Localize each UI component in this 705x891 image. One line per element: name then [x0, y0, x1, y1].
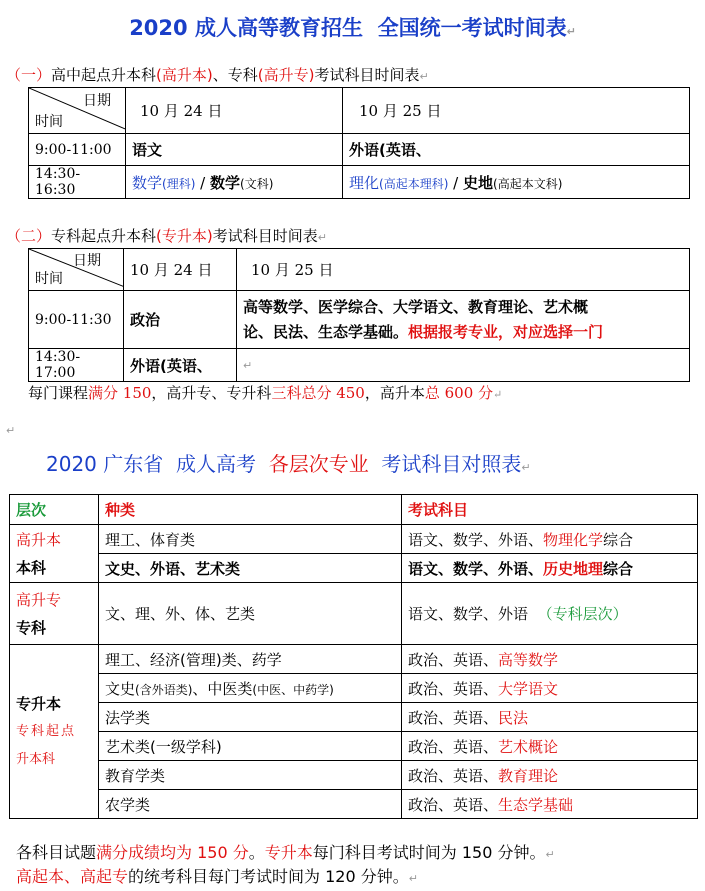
header-date: 日期 — [83, 93, 111, 109]
day2-header: 10 月 25 日 — [237, 249, 690, 291]
subjects-cell: 政治、英语、艺术概论 — [402, 732, 698, 761]
header-time: 时间 — [35, 114, 63, 130]
footer-line-2: 高起本、高起专的统考科目每门考试时间为 120 分钟。↵ — [16, 867, 418, 886]
day1-header: 10 月 24 日 — [124, 249, 237, 291]
header-time: 时间 — [35, 271, 63, 287]
subjects-cell: 语文、数学、外语、历史地理综合 — [402, 554, 698, 583]
subjects-cell: 政治、英语、民法 — [402, 703, 698, 732]
paragraph-mark: ↵ — [6, 424, 16, 437]
footer-line-1: 各科目试题满分成绩均为 150 分。专升本每门科目考试时间为 150 分钟。↵ — [16, 843, 555, 862]
day1-header: 10 月 24 日 — [126, 88, 343, 134]
comparison-title: 2020 广东省 成人高考 各层次专业 考试科目对照表↵ — [46, 452, 531, 476]
diagonal-header-cell — [29, 249, 124, 291]
exam-schedule-table-2 — [28, 248, 690, 382]
level-cell-gsz: 高升专 专科 — [10, 583, 99, 645]
type-cell: 理工、体育类 — [99, 525, 402, 554]
subjects-cell: 语文、数学、外语、物理化学综合 — [402, 525, 698, 554]
type-cell: 法学类 — [99, 703, 402, 732]
type-cell: 文史(含外语类)、中医类(中医、中药学) — [99, 674, 402, 703]
section1-heading: （一）高中起点升本科(高升本)、专科(高升专)考试科目时间表↵ — [6, 66, 429, 84]
subject-cell: 理化(高起本理科) / 史地(高起本文科) — [343, 166, 690, 199]
type-cell: 文、理、外、体、艺类 — [99, 583, 402, 645]
time-cell: 14:30-17:00 — [29, 349, 124, 382]
subjects-cell: 政治、英语、大学语文 — [402, 674, 698, 703]
page-title: 2020 成人高等教育招生 全国统一考试时间表↵ — [129, 15, 576, 40]
type-cell: 教育学类 — [99, 761, 402, 790]
subject-cell: 外语(英语、 — [124, 349, 237, 382]
level-cell-gsb: 高升本 本科 — [10, 525, 99, 583]
subjects-cell: 政治、英语、教育理论 — [402, 761, 698, 790]
diagonal-header-cell — [29, 88, 126, 134]
score-note: 每门课程满分 150，高升专、专升科三科总分 450，高升本总 600 分↵ — [28, 384, 503, 402]
subjects-cell: 语文、数学、外语 （专科层次） — [402, 583, 698, 645]
subject-cell: 数学(理科) / 数学(文科) — [126, 166, 343, 199]
subject-cell: 外语(英语、 — [343, 134, 690, 166]
day2-header: 10 月 25 日 — [343, 88, 690, 134]
subjects-cell: 政治、英语、高等数学 — [402, 645, 698, 674]
section2-heading: （二）专科起点升本科(专升本)考试科目时间表↵ — [6, 227, 327, 245]
subject-cell: 政治 — [124, 291, 237, 349]
type-cell: 艺术类(一级学科) — [99, 732, 402, 761]
subject-cell: 高等数学、医学综合、大学语文、教育理论、艺术概 论、民法、生态学基础。根据报考专业，对应选择一门 — [237, 291, 690, 349]
type-cell: 农学类 — [99, 790, 402, 819]
subjects-cell: 政治、英语、生态学基础 — [402, 790, 698, 819]
header-subjects: 考试科目 — [402, 495, 698, 525]
subject-comparison-table — [9, 494, 698, 819]
header-date: 日期 — [73, 253, 101, 269]
header-type: 种类 — [99, 495, 402, 525]
empty-cell: ↵ — [237, 349, 690, 382]
level-cell-zsb: 专升本 专科起点 升本科 — [10, 645, 99, 819]
subject-cell: 语文 — [126, 134, 343, 166]
type-cell: 文史、外语、艺术类 — [99, 554, 402, 583]
exam-schedule-table-1 — [28, 87, 690, 199]
type-cell: 理工、经济(管理)类、药学 — [99, 645, 402, 674]
header-level: 层次 — [10, 495, 99, 525]
time-cell: 14:30-16:30 — [29, 166, 126, 199]
time-cell: 9:00-11:30 — [29, 291, 124, 349]
time-cell: 9:00-11:00 — [29, 134, 126, 166]
